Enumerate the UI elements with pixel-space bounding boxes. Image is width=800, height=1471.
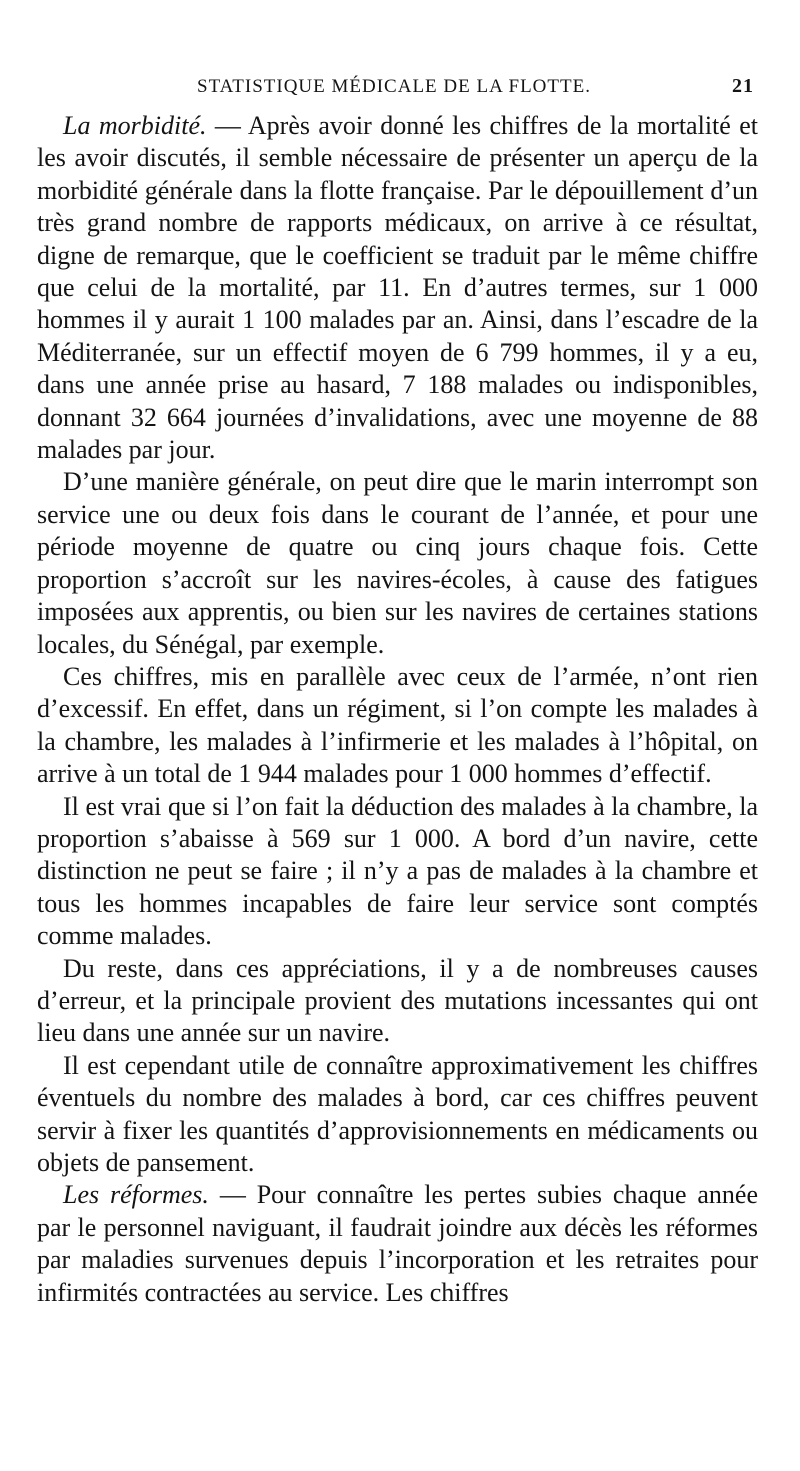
paragraph: [37, 1050, 758, 1180]
paragraph: [37, 466, 758, 660]
page-header: [37, 70, 758, 110]
paragraph: [37, 661, 758, 791]
paragraph-text: — Pour connaître les pertes subies chaque année par le personnel naviguant, il faudrait joindre aux décès les réformes par maladies survenues depuis l’incorporation et les retraites pour infirmités contractées au service. Les chiffres: [37, 1180, 758, 1307]
paragraph-lead: Les réformes.: [63, 1180, 209, 1210]
paragraph-text: Du reste, dans ces appréciations, il y a de nombreuses causes d’erreur, et la principale provient des mutations incessantes qui ont lieu dans une année sur un navire.: [37, 953, 758, 1048]
paragraph: [37, 791, 758, 953]
paragraph-text: Il est cependant utile de connaître approximativement les chiffres éventuels du nombre des malades à bord, car ces chiffres peuvent servir à fixer les quantités d’approvisionnements en médicaments ou objets de pansement.: [37, 1050, 758, 1177]
paragraph-text: Ces chiffres, mis en parallèle avec ceux de l’armée, n’ont rien d’excessif. En effet, dans un régiment, si l’on compte les malades à la chambre, les malades à l’infirmerie et les malades à l’hôpital, on arrive à un total de 1 944 malades pour 1 000 hommes d’effectif.: [37, 661, 758, 789]
paragraph-text: Il est vrai que si l’on fait la déduction des malades à la chambre, la proportion s’abaisse à 569 sur 1 000. A bord d’un navire, cette distinction ne peut se faire ; il n’y a pas de malades à la chambre et tous les hommes incapables de faire leur service sont comptés comme malades.: [37, 791, 758, 951]
paragraph-lead: La morbidité.: [63, 111, 207, 140]
body-text: [37, 110, 758, 1309]
paragraph-text: D’une manière générale, on peut dire que le marin interrompt son service une ou deux fois dans le courant de l’année, et pour une période moyenne de quatre ou cinq jours chaque fois. Cette proportion s’accroît sur les navires-écoles, à cause des fatigues imposées aux apprentis, ou bien sur les navires de certaines stations locales, du Sénégal, par exemple.: [37, 467, 758, 659]
paragraph-reformes: [37, 1179, 758, 1309]
page-number: 21: [732, 75, 754, 97]
paragraph-morbidite: [37, 110, 758, 466]
running-head: STATISTIQUE MÉDICALE DE LA FLOTTE.: [197, 76, 591, 97]
paragraph: [37, 953, 758, 1050]
paragraph-text: — Après avoir donné les chiffres de la mortalité et les avoir discutés, il semble nécessaire de présenter un aperçu de la morbidité générale dans la flotte française. Par le dépouillement d’un très grand nombre de rapports médicaux, on arrive à ce résultat, digne de remarque, que le coefficient se traduit par le même chiffre que celui de la mortalité, par 11. En d’autres termes, sur 1 000 hommes il y aurait 1 100 malades par an. Ainsi, dans l’escadre de la Méditerranée, sur un effectif moyen de 6 799 hommes, il y a eu, dans une année prise au hasard, 7 188 malades ou indisponibles, donnant 32 664 journées d’invalidations, avec une moyenne de 88 malades par jour.: [37, 111, 758, 465]
